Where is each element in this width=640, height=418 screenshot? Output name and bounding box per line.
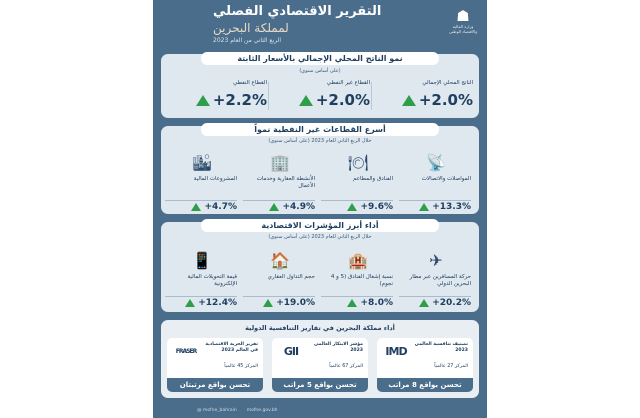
indicator-item bbox=[165, 250, 237, 310]
sector-label: المواصلات والاتصالات bbox=[421, 176, 471, 182]
sector-item bbox=[165, 152, 237, 212]
indicator-value: +12.4% bbox=[198, 298, 237, 308]
gdp-non-oil bbox=[270, 80, 370, 114]
indicator-item bbox=[243, 250, 315, 310]
fraser-card bbox=[167, 338, 263, 392]
ministry-logo bbox=[447, 8, 479, 36]
card-title: تقرير الحرية الاقتصادية في العالم 2023 bbox=[205, 342, 258, 353]
gdp-non-oil-value: +2.0% bbox=[315, 91, 370, 109]
gdp-total-value: +2.0% bbox=[418, 91, 473, 109]
fraser-logo: FRASER bbox=[175, 348, 197, 355]
gdp-oil-label: القطاع النفطي bbox=[233, 80, 267, 86]
sector-value: +4.7% bbox=[204, 202, 237, 212]
card-rank: المركز 27 عالمياً bbox=[434, 364, 468, 369]
report-title: التقرير الاقتصادي الفصلي bbox=[213, 4, 382, 19]
sector-item bbox=[321, 152, 393, 212]
gdp-panel-title: نمو الناتج المحلي الإجمالي بالأسعار الثابتة bbox=[201, 52, 439, 65]
sector-value: +9.6% bbox=[360, 202, 393, 212]
gdp-non-oil-label: القطاع غير النفطي bbox=[326, 80, 370, 86]
antenna-icon: 📡 bbox=[426, 153, 446, 172]
gdp-total-label: الناتج المحلي الإجمالي bbox=[422, 80, 473, 86]
social-handle[interactable]: @ mofne_bahrain bbox=[197, 408, 237, 413]
growth-arrow-icon bbox=[419, 299, 429, 307]
growth-arrow-icon bbox=[347, 203, 357, 211]
gdp-oil bbox=[167, 80, 267, 114]
card-result: تحسن بواقع مرتبتان bbox=[167, 378, 263, 392]
growth-arrow-icon bbox=[269, 203, 279, 211]
growth-arrow-icon bbox=[191, 203, 201, 211]
imd-card bbox=[377, 338, 473, 392]
header bbox=[153, 0, 487, 52]
growth-arrow-icon bbox=[263, 299, 273, 307]
indicators-panel-title: أداء أبرز المؤشرات الاقتصادية bbox=[201, 219, 439, 232]
airplane-icon: ✈ bbox=[429, 251, 443, 270]
card-title: مؤشر الابتكار العالمي 2023 bbox=[313, 342, 363, 353]
indicator-label: حجم التداول العقاري bbox=[267, 274, 315, 280]
indicator-label: حركة المسافرين عبر مطار البحرين الدولي bbox=[409, 274, 471, 287]
sector-item bbox=[399, 152, 471, 212]
indicators-panel-subtitle: خلال الربع الثاني للعام 2023 (على أساس سنوي) bbox=[268, 234, 372, 240]
indicator-item bbox=[321, 250, 393, 310]
competitiveness-title: أداء مملكة البحرين في تقارير التنافسية الدولية bbox=[245, 324, 395, 332]
sector-item bbox=[243, 152, 315, 212]
sector-label: الأنشطة العقارية وخدمات الأعمال bbox=[256, 176, 315, 189]
report-subtitle: لمملكة البحرين bbox=[213, 21, 289, 35]
divider bbox=[371, 82, 372, 110]
sector-label: الفنادق والمطاعم bbox=[353, 176, 393, 182]
logo-text: وزارة المالية والاقتصاد الوطني bbox=[448, 24, 478, 34]
gdp-total bbox=[373, 80, 473, 114]
report-period: الربع الثاني من العام 2023 bbox=[213, 37, 282, 44]
indicator-value: +19.0% bbox=[276, 298, 315, 308]
imd-logo: IMD bbox=[385, 345, 407, 358]
sector-label: المشروعات المالية bbox=[193, 176, 237, 182]
gii-card bbox=[272, 338, 368, 392]
fastest-sectors-panel bbox=[161, 126, 479, 214]
growth-arrow-icon bbox=[299, 95, 313, 106]
gdp-panel-subtitle: (على أساس سنوي) bbox=[299, 68, 341, 74]
sector-value: +4.9% bbox=[282, 202, 315, 212]
left-margin bbox=[0, 0, 153, 418]
sectors-panel-title: أسرع القطاعات غير النفطية نمواً bbox=[201, 123, 439, 136]
card-rank: المركز 67 عالمياً bbox=[329, 364, 363, 369]
gdp-oil-value: +2.2% bbox=[212, 91, 267, 109]
divider bbox=[268, 82, 269, 110]
emblem-icon: ☗ bbox=[456, 7, 470, 25]
growth-arrow-icon bbox=[419, 203, 429, 211]
growth-arrow-icon bbox=[196, 95, 210, 106]
indicator-label: قيمة التحويلات المالية الإلكترونية bbox=[187, 274, 237, 287]
card-result: تحسن بواقع 8 مراتب bbox=[377, 378, 473, 392]
economic-indicators-panel bbox=[161, 222, 479, 312]
economic-report-infographic bbox=[153, 0, 487, 418]
footer bbox=[153, 404, 487, 418]
indicator-item bbox=[399, 250, 471, 310]
growth-arrow-icon bbox=[402, 95, 416, 106]
indicator-value: +8.0% bbox=[360, 298, 393, 308]
gdp-growth-panel bbox=[161, 54, 479, 118]
card-result: تحسن بواقع 5 مراتب bbox=[272, 378, 368, 392]
sectors-panel-subtitle: خلال الربع الثاني للعام 2023 (على أساس سنوي) bbox=[268, 138, 372, 144]
right-margin bbox=[487, 0, 640, 418]
hotel-icon: 🏨 bbox=[348, 251, 368, 270]
growth-arrow-icon bbox=[347, 299, 357, 307]
bank-building-icon: 🏙 bbox=[191, 153, 213, 172]
buildings-icon: 🏢 bbox=[270, 153, 290, 172]
food-tray-icon: 🍽 bbox=[347, 153, 369, 172]
competitiveness-panel bbox=[161, 320, 479, 398]
mobile-transfer-icon: 📱 bbox=[192, 251, 212, 270]
card-title: تصنيف تنافسية العالمي 2023 bbox=[414, 342, 468, 353]
card-rank: المركز 45 عالمياً bbox=[224, 364, 258, 369]
growth-arrow-icon bbox=[185, 299, 195, 307]
gii-logo: GII bbox=[283, 345, 299, 358]
indicator-label: نسبة إشغال الفنادق (5 و 4 نجوم) bbox=[330, 274, 393, 287]
house-key-icon: 🏠 bbox=[270, 251, 290, 270]
website-link[interactable]: mofne.gov.bh bbox=[246, 408, 278, 413]
indicator-value: +20.2% bbox=[432, 298, 471, 308]
sector-value: +13.3% bbox=[432, 202, 471, 212]
